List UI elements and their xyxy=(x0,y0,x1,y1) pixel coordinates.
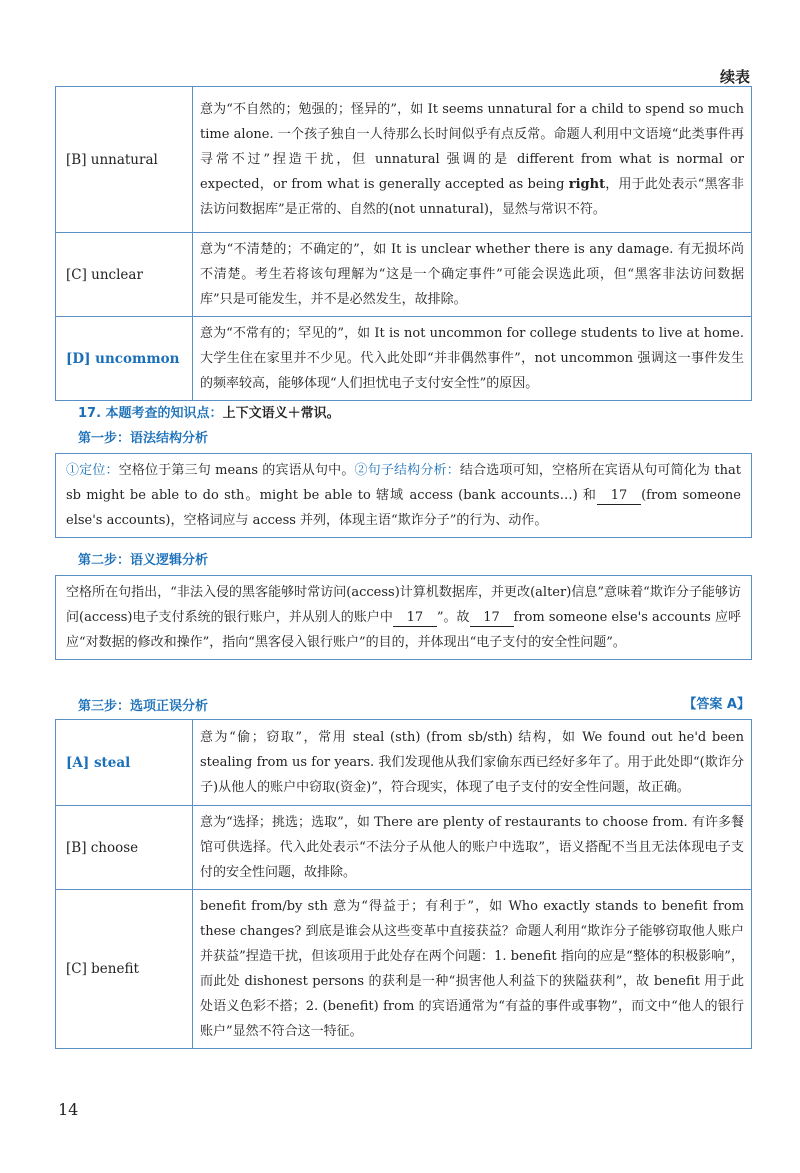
option-label: [D] uncommon xyxy=(56,317,193,401)
option-label: [C] benefit xyxy=(56,890,193,1049)
blank-17: 17 xyxy=(393,610,437,627)
options-table-2 xyxy=(55,719,752,1049)
option-explanation: 意为“不自然的；勉强的；怪异的”，如 It seems unnatural for a child to spend so much time alone. 一个孩子独自一人待那么长时间似乎有点反常。命题人利用中文语境“此类事件再寻常不过”捏造干扰，但 unnatural 强调的是 different from what is normal or expected，or from what is generally accepted as being right，用于此处表示“黑客非法访问数据库”是正常的、自然的(not unnatural)，显然与常识不符。 xyxy=(193,87,752,233)
table-row xyxy=(56,890,752,1049)
question-title: 17. 本题考查的知识点：上下文语义＋常识。 xyxy=(78,406,340,421)
page-number: 14 xyxy=(58,1100,79,1119)
step3-heading: 第三步：选项正误分析 xyxy=(78,699,209,714)
table-row xyxy=(56,233,752,317)
step1-heading: 第一步：语法结构分析 xyxy=(78,431,209,446)
option-label: [B] unnatural xyxy=(56,87,193,233)
blank-17: 17 xyxy=(597,488,641,505)
option-explanation: benefit from/by sth 意为“得益于；有利于”，如 Who exactly stands to benefit from these changes? 到底是谁会从这些变革中直接获益？命题人利用“欺诈分子能够窃取他人账户并获益”捏造干扰，但该项用于此处存在两个问题：1. benefit 指向的应是“整体的积极影响”，而此处 dishonest persons 的获利是一种“损害他人利益下的狭隘获利”，故 benefit 用于此处语义色彩不搭；2. (benefit) from 的宾语通常为“有益的事件或事物”，而文中“他人的银行账户”显然不符合这一特征。 xyxy=(193,890,752,1049)
option-label: [A] steal xyxy=(56,720,193,806)
table-row xyxy=(56,720,752,806)
option-explanation: 意为“不清楚的；不确定的”，如 It is unclear whether there is any damage. 有无损坏尚不清楚。考生若将该句理解为“这是一个确定事件”可能会误选此项，但“黑客非法访问数据库”只是可能发生，并不是必然发生，故排除。 xyxy=(193,233,752,317)
grammar-analysis-box: ①定位：空格位于第三句 means 的宾语从句中。②句子结构分析：结合选项可知，空格所在宾语从句可简化为 that sb might be able to do sth。might be able to 辖域 access (bank accounts…) 和 17 (from someone else's accounts)，空格词应与 access 并列，体现主语“欺诈分子”的行为、动作。 xyxy=(55,453,752,538)
blank-17: 17 xyxy=(470,610,514,627)
answer-badge: 【答案 A】 xyxy=(683,697,750,712)
continued-label: 续表 xyxy=(719,68,750,86)
option-explanation: 意为“选择；挑选；选取”，如 There are plenty of restaurants to choose from. 有许多餐馆可供选择。代入此处表示“不法分子从他人的账户中选取”，语义搭配不当且无法体现电子支付的安全性问题，故排除。 xyxy=(193,806,752,890)
step2-heading: 第二步：语义逻辑分析 xyxy=(78,553,209,568)
option-label: [B] choose xyxy=(56,806,193,890)
options-table-1 xyxy=(55,86,752,401)
table-row xyxy=(56,87,752,233)
semantic-analysis-box: 空格所在句指出，“非法入侵的黑客能够时常访问(access)计算机数据库，并更改(alter)信息”意味着“欺诈分子能够访问(access)电子支付系统的银行账户，并从别人的账户中 17 ”。故 17 from someone else's accounts 应呼应“对数据的修改和操作”，指向“黑客侵入银行账户”的目的，并体现出“电子支付的安全性问题”。 xyxy=(55,575,752,660)
option-explanation: 意为“不常有的；罕见的”，如 It is not uncommon for college students to live at home. 大学生住在家里并不少见。代入此处即“并非偶然事件”，not uncommon 强调这一事件发生的频率较高，能够体现“人们担忧电子支付安全性”的原因。 xyxy=(193,317,752,401)
option-label: [C] unclear xyxy=(56,233,193,317)
table-row xyxy=(56,806,752,890)
option-explanation: 意为“偷；窃取”，常用 steal (sth) (from sb/sth) 结构，如 We found out he'd been stealing from us for years. 我们发现他从我们家偷东西已经好多年了。用于此处即“(欺诈分子)从他人的账户中窃取(资金)”，符合现实，体现了电子支付的安全性问题，故正确。 xyxy=(193,720,752,806)
table-row xyxy=(56,317,752,401)
